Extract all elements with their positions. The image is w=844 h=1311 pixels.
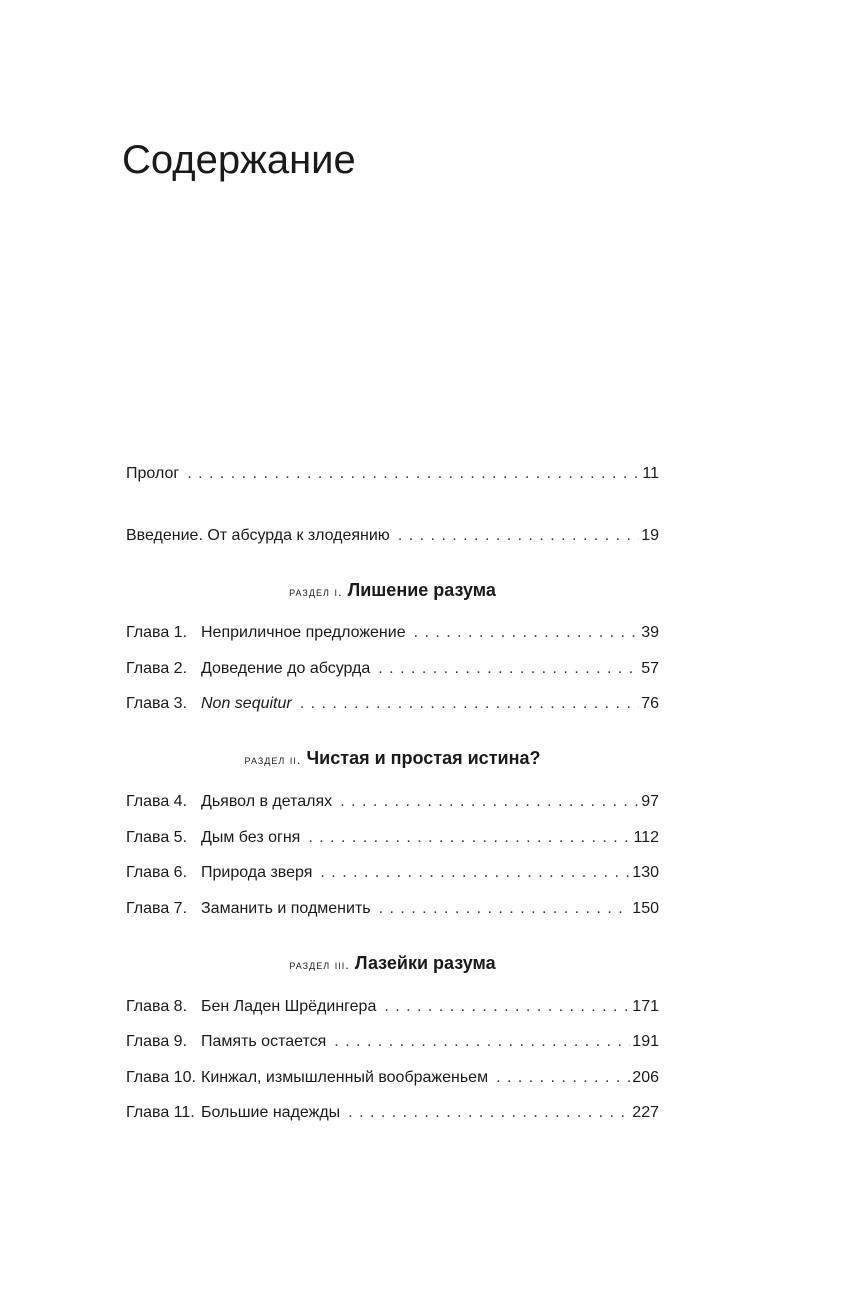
toc-entry-introduction[interactable]	[126, 524, 659, 548]
entry-title: Non sequitur	[201, 695, 292, 712]
toc-entry-chapter-2[interactable]	[126, 657, 659, 681]
chapter-label: Глава 11.	[126, 1104, 195, 1121]
dot-leader	[334, 1030, 630, 1054]
entry-title: Кинжал, измышленный воображеньем	[201, 1069, 489, 1086]
entry-page-number: 39	[641, 624, 659, 641]
toc-entry-chapter-11[interactable]	[126, 1101, 659, 1125]
entry-page-number: 19	[641, 527, 659, 544]
toc-entry-chapter-5[interactable]	[126, 826, 659, 850]
chapter-label: Глава 10.	[126, 1069, 196, 1086]
section-heading-2	[126, 746, 659, 772]
chapter-label: Глава 8.	[126, 998, 188, 1015]
entry-title: Бен Ладен Шрёдингера	[201, 998, 377, 1015]
section-title: Лишение разума	[347, 580, 496, 600]
toc-entry-chapter-3[interactable]	[126, 692, 659, 716]
entry-title: Пролог	[126, 465, 180, 482]
entry-title: Память остается	[201, 1033, 327, 1050]
toc-entry-chapter-8[interactable]	[126, 995, 659, 1019]
entry-title: Заманить и подменить	[201, 900, 371, 917]
entry-page-number: 150	[632, 900, 659, 917]
chapter-label: Глава 6.	[126, 864, 188, 881]
dot-leader	[187, 462, 640, 486]
entry-title: Введение. От абсурда к злодеянию	[126, 527, 390, 544]
section-heading-3	[126, 951, 659, 977]
chapter-label: Глава 4.	[126, 793, 188, 810]
section-label: раздел ii.	[244, 752, 302, 767]
dot-leader	[379, 897, 631, 921]
entry-page-number: 206	[632, 1069, 659, 1086]
entry-page-number: 112	[633, 829, 659, 846]
chapter-label: Глава 3.	[126, 695, 188, 712]
dot-leader	[414, 621, 640, 645]
chapter-label: Глава 2.	[126, 660, 188, 677]
entry-title: Доведение до абсурда	[201, 660, 371, 677]
entry-page-number: 227	[632, 1104, 659, 1121]
entry-page-number: 130	[632, 864, 659, 881]
entry-title: Неприличное предложение	[201, 624, 406, 641]
section-label: раздел iii.	[289, 957, 350, 972]
section-title: Лазейки разума	[354, 953, 496, 973]
toc-entry-chapter-9[interactable]	[126, 1030, 659, 1054]
dot-leader	[384, 995, 630, 1019]
toc-entry-chapter-7[interactable]	[126, 897, 659, 921]
toc-entry-chapter-1[interactable]	[126, 621, 659, 645]
dot-leader	[496, 1066, 630, 1090]
entry-title: Большие надежды	[201, 1104, 341, 1121]
dot-leader	[340, 790, 639, 814]
entry-title: Природа зверя	[201, 864, 313, 881]
chapter-label: Глава 5.	[126, 829, 188, 846]
page-title: Содержание	[122, 138, 356, 182]
toc-entry-chapter-10[interactable]	[126, 1066, 659, 1090]
dot-leader	[398, 524, 639, 548]
dot-leader	[308, 826, 631, 850]
section-heading-1	[126, 578, 659, 604]
toc-entry-prologue[interactable]	[126, 462, 659, 486]
chapter-label: Глава 9.	[126, 1033, 188, 1050]
dot-leader	[320, 861, 630, 885]
entry-page-number: 97	[641, 793, 659, 810]
toc-entry-chapter-6[interactable]	[126, 861, 659, 885]
section-label: раздел i.	[289, 584, 343, 599]
entry-page-number: 57	[641, 660, 659, 677]
entry-title: Дьявол в деталях	[201, 793, 333, 810]
toc-entry-chapter-4[interactable]	[126, 790, 659, 814]
chapter-label: Глава 1.	[126, 624, 188, 641]
entry-title: Дым без огня	[201, 829, 301, 846]
entry-page-number: 171	[632, 998, 659, 1015]
dot-leader	[348, 1101, 630, 1125]
dot-leader	[378, 657, 639, 681]
section-title: Чистая и простая истина?	[306, 748, 541, 768]
dot-leader	[300, 692, 639, 716]
chapter-label: Глава 7.	[126, 900, 188, 917]
entry-page-number: 11	[642, 465, 659, 482]
entry-page-number: 191	[632, 1033, 659, 1050]
entry-page-number: 76	[641, 695, 659, 712]
